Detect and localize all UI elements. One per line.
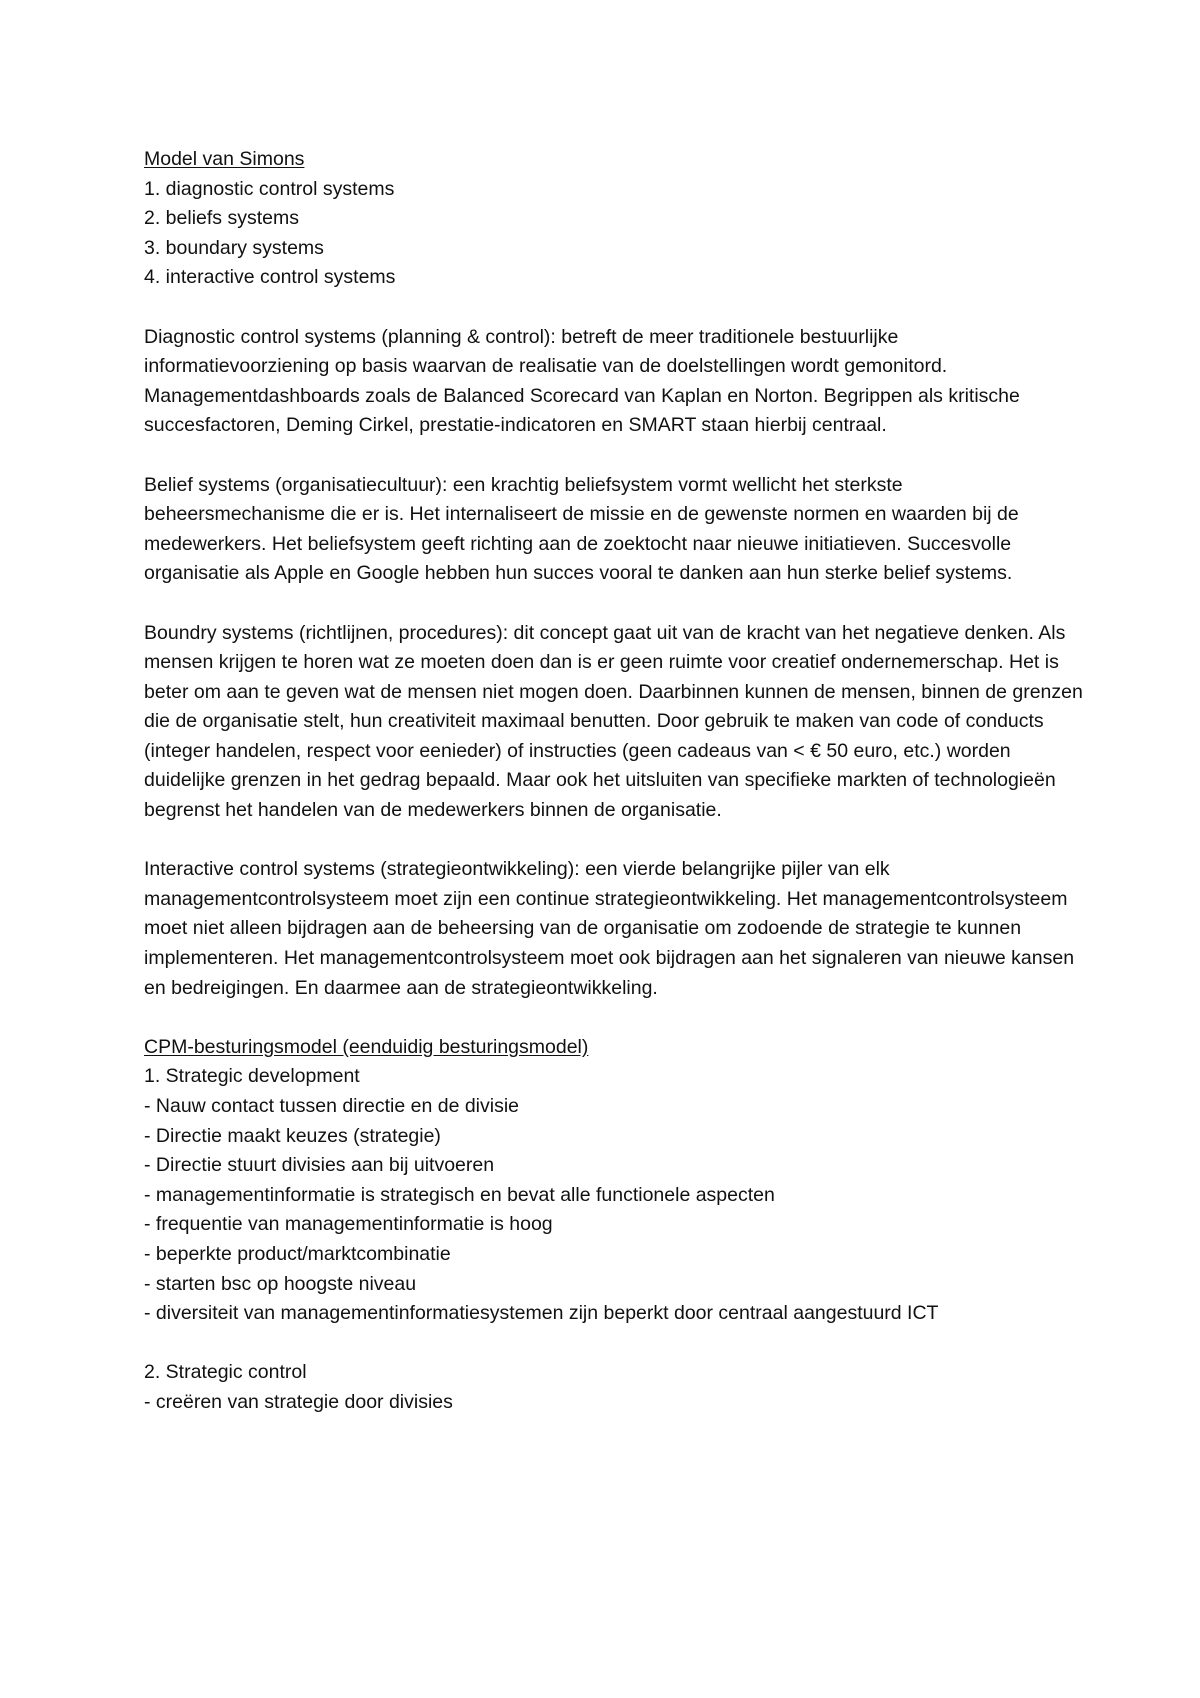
cpm-section1-item: - Nauw contact tussen directie en de divisie xyxy=(144,1095,520,1117)
cpm-section1-item: - frequentie van managementinformatie is hoog xyxy=(144,1213,553,1236)
cpm-section1-item: - diversiteit van managementinformatiesystemen zijn beperkt door centraal aangestuurd ICT xyxy=(144,1302,939,1325)
cpm-section1-item: - Directie maakt keuzes (strategie) xyxy=(144,1124,441,1147)
spacer xyxy=(144,589,1084,619)
simons-list-item: 4. interactive control systems xyxy=(144,266,396,289)
cpm-section1-item: - managementinformatie is strategisch en bevat alle functionele aspecten xyxy=(144,1183,775,1206)
cpm-section2-title: 2. Strategic control xyxy=(144,1361,307,1384)
belief-paragraph: Belief systems (organisatiecultuur): een krachtig beliefsystem vormt wellicht het sterkste beheersmechanisme die er is. Het internaliseert de missie en de gewenste normen en waarden bij de medewerkers. Het beliefsystem geeft richting aan de zoektocht naar nieuwe initiatieven. Succesvolle organisatie als Apple en Google hebben hun succes vooral te danken aan hun sterke belief systems. xyxy=(144,473,1019,585)
cpm-section1-item: - starten bsc op hoogste niveau xyxy=(144,1272,417,1295)
cpm-heading: CPM-besturingsmodel (eenduidig besturingsmodel) xyxy=(144,1035,589,1058)
spacer xyxy=(144,1003,1084,1033)
cpm-section1-item: - Directie stuurt divisies aan bij uitvoeren xyxy=(144,1154,495,1177)
document-body xyxy=(144,145,1084,1418)
spacer xyxy=(144,826,1084,856)
spacer xyxy=(144,1329,1084,1359)
interactive-paragraph: Interactive control systems (strategieontwikkeling): een vierde belangrijke pijler van elk managementcontrolsysteem moet zijn een continue strategieontwikkeling. Het managementcontrolsysteem moet niet alleen bijdragen aan de beheersing van de organisatie om zodoende de strategie te kunnen implementeren. Het managementcontrolsysteem moet ook bijdragen aan het signaleren van nieuwe kansen en bedreigingen. En daarmee aan de strategieontwikkeling. xyxy=(144,858,1075,999)
simons-list-item: 1. diagnostic control systems xyxy=(144,177,395,200)
cpm-section2-item: - creëren van strategie door divisies xyxy=(144,1390,453,1413)
simons-list-item: 3. boundary systems xyxy=(144,236,324,259)
boundry-paragraph: Boundry systems (richtlijnen, procedures): dit concept gaat uit van de kracht van het negatieve denken. Als mensen krijgen te horen wat ze moeten doen dan is er geen ruimte voor creatief ondernemerschap. Het is beter om aan te geven wat de mensen niet mogen doen. Daarbinnen kunnen de mensen, binnen de grenzen die de organisatie stelt, hun creativiteit maximaal benutten. Door gebruik te maken van code of conducts (integer handelen, respect voor eenieder) of instructies (geen cadeaus van < € 50 euro, etc.) worden duidelijke grenzen in het gedrag bepaald. Maar ook het uitsluiten van specifieke markten of technologieën begrenst het handelen van de medewerkers binnen de organisatie. xyxy=(144,621,1083,822)
cpm-section1-title: 1. Strategic development xyxy=(144,1065,360,1088)
cpm-section1-item: - beperkte product/marktcombinatie xyxy=(144,1242,451,1265)
simons-heading: Model van Simons xyxy=(144,148,305,170)
spacer xyxy=(144,441,1084,471)
simons-list-item: 2. beliefs systems xyxy=(144,207,299,230)
diagnostic-paragraph: Diagnostic control systems (planning & control): betreft de meer traditionele bestuurlijke informatievoorziening op basis waarvan de realisatie van de doelstellingen wordt gemonitord. Managementdashboards zoals de Balanced Scorecard van Kaplan en Norton. Begrippen als kritische succesfactoren, Deming Cirkel, prestatie-indicatoren en SMART staan hierbij centraal. xyxy=(144,325,1020,437)
spacer xyxy=(144,293,1084,323)
